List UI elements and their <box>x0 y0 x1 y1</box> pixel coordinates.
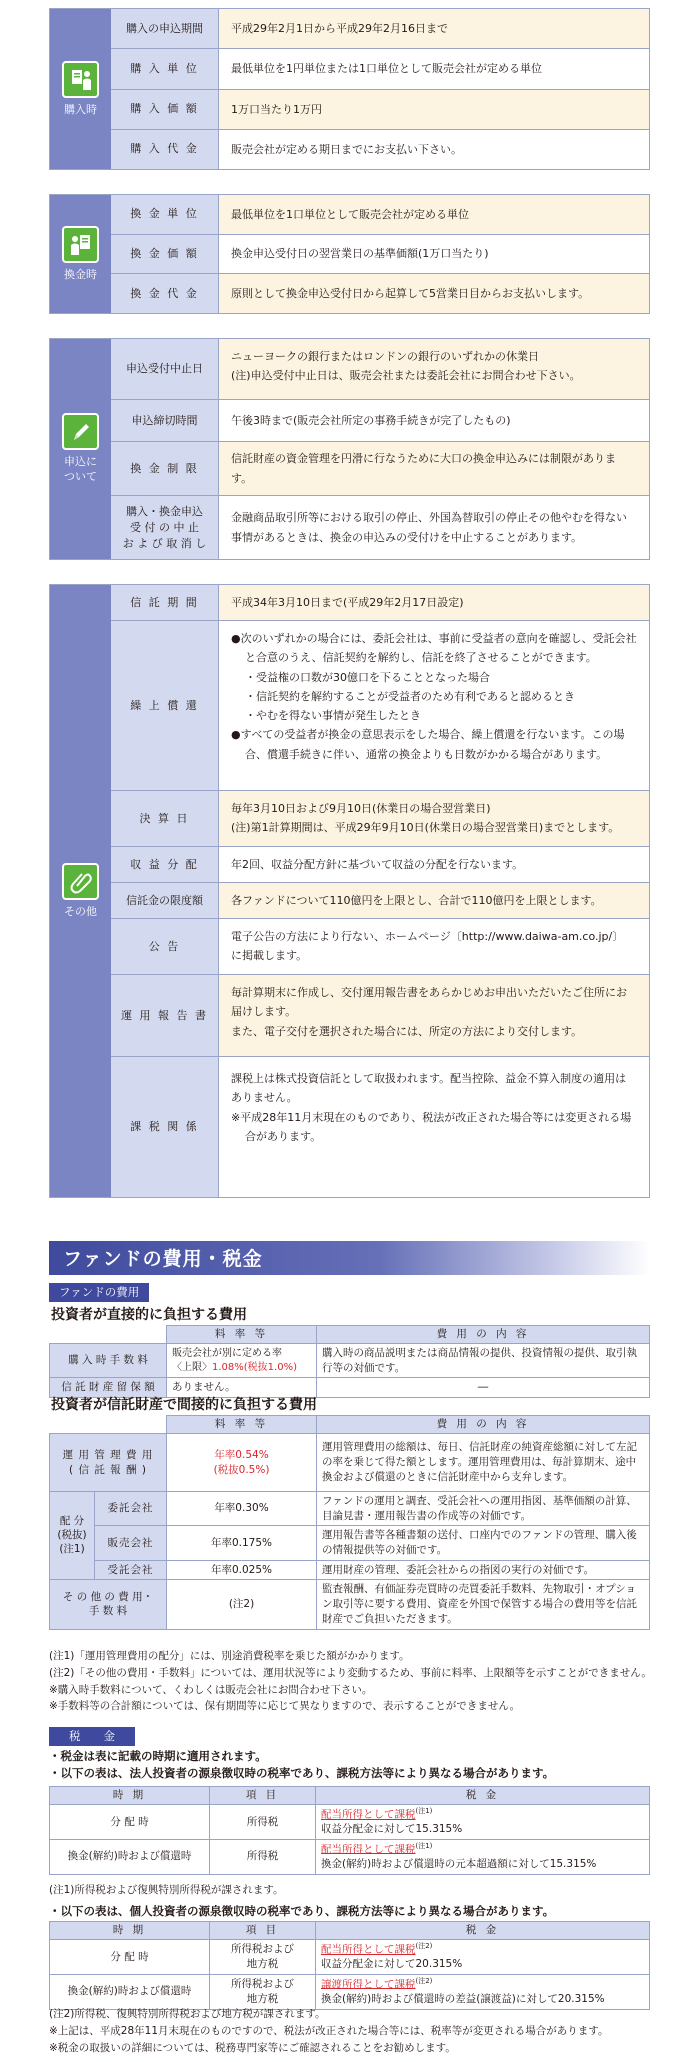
purchase-section <box>49 8 650 170</box>
others-title: その他 <box>64 904 97 918</box>
row-label: 換 金 制 限 <box>111 442 219 496</box>
corporate-tax-table <box>49 1786 650 1875</box>
table-row: 分 配 時 所得税 配当所得として課税$^{(注1)}$ 収益分配金に対して15.315% <box>50 1805 650 1840</box>
row-label: 購入・換金申込 受 付 の 中 止 お よ び 取 消 し <box>111 496 219 559</box>
row-value: 毎年3月10日および9月10日(休業日の場合翌営業日) (注)第1計算期間は、平成29年9月10日(休業日の場合翌営業日)までとします。 <box>219 791 649 846</box>
row-value: 最低単位を1口単位として販売会社が定める単位 <box>219 195 649 234</box>
others-row <box>111 975 649 1057</box>
application-section <box>49 338 650 560</box>
row-label: 収 益 分 配 <box>111 847 219 882</box>
row-label: 購 入 価 額 <box>111 90 219 129</box>
col-header: 費 用 の 内 容 <box>317 1416 650 1434</box>
row-label: 公 告 <box>111 919 219 974</box>
row-value: 平成29年2月1日から平成29年2月16日まで <box>219 9 649 48</box>
direct-cost-title: 投資者が直接的に負担する費用 <box>51 1307 247 1323</box>
row-value: ニューヨークの銀行またはロンドンの銀行のいずれかの休業日 (注)申込受付中止日は、販売会社または委託会社にお問合わせ下さい。 <box>219 339 649 399</box>
redemption-row <box>111 274 649 313</box>
others-row <box>111 847 649 883</box>
row-value: 課税上は株式投資信託として取扱われます。配当控除、益金不算入制度の適用はありません。 ※平成28年11月末現在のものであり、税法が改正された場合等には変更される場合があります。 <box>219 1057 649 1197</box>
col-header: 税 金 <box>316 1922 650 1940</box>
row-value: 各ファンドについて110億円を上限とし、合計で110億円を上限とします。 <box>219 883 649 918</box>
application-row <box>111 442 649 497</box>
others-row <box>111 585 649 621</box>
row-label: 購 入 単 位 <box>111 49 219 88</box>
purchase-side-label <box>50 9 111 169</box>
tax-tag: 税 金 <box>49 1727 135 1746</box>
row-value: 毎計算期末に作成し、交付運用報告書をあらかじめお申出いただいたご住所にお届けします。 また、電子交付を選択された場合には、所定の方法により交付します。 <box>219 975 649 1056</box>
others-section <box>49 584 650 1198</box>
others-row <box>111 621 649 791</box>
paperclip-icon <box>62 863 99 900</box>
col-header: 項 目 <box>210 1922 316 1940</box>
application-row <box>111 400 649 441</box>
table-row: 販売会社 年率0.175% 運用報告書等各種書類の送付、口座内でのファンドの管理、購入後の情報提供等の対価です。 <box>50 1526 650 1560</box>
redemption-side-label <box>50 195 111 313</box>
row-label: 購入の申込期間 <box>111 9 219 48</box>
purchase-row <box>111 49 649 89</box>
table-row: 配 分 (税抜) (注1) 委託会社 年率0.30% ファンドの運用と調査、受託会社への運用指図、基準価額の計算、目論見書・運用報告書の作成等の対価です。 <box>50 1492 650 1526</box>
others-row <box>111 919 649 975</box>
table-row: 運 用 管 理 費 用 ( 信 託 報 酬 ) 年率0.54% (税抜0.5%) 運用管理費用の総額は、毎日、信託財産の純資産総額に対して左記の率を乗じて得た額とします。運用管理費用は、毎計算期末、途中換金および償還のときに信託財産中から支弁します。 <box>50 1434 650 1492</box>
row-value: 1万口当たり1万円 <box>219 90 649 129</box>
row-value: 換金申込受付日の翌営業日の基準価額(1万口当たり) <box>219 235 649 274</box>
row-label: 換 金 単 位 <box>111 195 219 234</box>
row-label: 換 金 価 額 <box>111 235 219 274</box>
row-label: 購 入 代 金 <box>111 130 219 169</box>
table-row: 購 入 時 手 数 料 販売会社が別に定める率 〈上限〉1.08%(税抜1.0%) 購入時の商品説明または商品情報の提供、投資情報の提供、取引執行等の対価です。 <box>50 1344 650 1378</box>
purchase-row <box>111 90 649 130</box>
indirect-cost-table <box>49 1415 650 1630</box>
row-label: 繰 上 償 還 <box>111 621 219 790</box>
pen-icon <box>62 413 99 450</box>
row-label: 信託金の限度額 <box>111 883 219 918</box>
table-row: 換金(解約)時および償還時 所得税および 地方税 譲渡所得として課税$^{(注2)}$ 換金(解約)時および償還時の差益(譲渡益)に対して20.315% <box>50 1974 650 2009</box>
row-value: 午後3時まで(販売会社所定の事務手続きが完了したもの) <box>219 400 649 440</box>
col-header: 時 期 <box>50 1787 210 1805</box>
row-label: 申込締切時間 <box>111 400 219 440</box>
row-label: 信 託 期 間 <box>111 585 219 620</box>
row-value: 金融商品取引所等における取引の停止、外国為替取引の停止その他やむを得ない事情があるときは、換金の申込みの受付けを中止することがあります。 <box>219 496 649 559</box>
others-row <box>111 883 649 919</box>
fees-tag: ファンドの費用 <box>49 1283 149 1302</box>
row-value: 年2回、収益分配方針に基づいて収益の分配を行ないます。 <box>219 847 649 882</box>
table-row: 換金(解約)時および償還時 所得税 配当所得として課税$^{(注1)}$ 換金(解約)時および償還時の元本超過額に対して15.315% <box>50 1839 650 1874</box>
tax-notes: (注2)所得税、復興特別所得税および地方税が課されます。 ※上記は、平成28年11月末現在のものですので、税法が改正された場合等には、税率等が変更される場合があります。 ※税金の取扱いの詳細については、税務専門家等にご確認されることをお勧めします。 <box>49 2008 609 2054</box>
fees-notes: (注1)「運用管理費用の配分」には、別途消費税率を乗じた額がかかります。 (注2)「その他の費用・手数料」については、運用状況等により変動するため、事前に料率、上限額等を示すことができません。 ※購入時手数料について、くわしくは販売会社にお問合わせ下さい。 ※手数料等の合計額については、保有期間等に応じて異なりますので、表示することができません。 <box>49 1650 652 1713</box>
purchase-icon <box>62 61 99 98</box>
row-value: 最低単位を1円単位または1口単位として販売会社が定める単位 <box>219 49 649 88</box>
purchase-row <box>111 130 649 169</box>
row-value: 信託財産の資金管理を円滑に行なうために大口の換金申込みには制限があります。 <box>219 442 649 496</box>
row-value: 平成34年3月10日まで(平成29年2月17日設定) <box>219 585 649 620</box>
row-label: 決 算 日 <box>111 791 219 846</box>
row-label: 運 用 報 告 書 <box>111 975 219 1056</box>
col-header: 項 目 <box>210 1787 316 1805</box>
redemption-section <box>49 194 650 314</box>
corporate-tax-note: (注1)所得税および復興特別所得税が課されます。 <box>49 1884 284 1896</box>
application-row <box>111 496 649 559</box>
individual-tax-intro: ・以下の表は、個人投資者の源泉徴収時の税率であり、課税方法等により異なる場合があります。 <box>49 1904 555 1918</box>
table-row: 受託会社 年率0.025% 運用財産の管理、委託会社からの指図の実行の対価です。 <box>50 1560 650 1580</box>
table-row: 信 託 財 産 留 保 額 ありません。 ― <box>50 1378 650 1398</box>
col-header: 料 率 等 <box>167 1416 317 1434</box>
row-label: 換 金 代 金 <box>111 274 219 313</box>
row-value: ●次のいずれかの場合には、委託会社は、事前に受益者の意向を確認し、受託会社と合意のうえ、信託契約を解約し、信託を終了させることができます。 ・受益権の口数が30億口を下ることとなった場合 ・信託契約を解約することが受益者のため有利であると認めるとき ・やむを得ない事情が発生したとき ●すべての受益者が換金の意思表示をした場合、繰上償還を行ないます。この場合、償還手続きに伴い、通常の換金よりも日数がかかる場合があります。 <box>219 621 649 790</box>
direct-cost-table <box>49 1325 650 1398</box>
redemption-row <box>111 195 649 235</box>
row-label: 申込受付中止日 <box>111 339 219 399</box>
row-value: 原則として換金申込受付日から起算して5営業日目からお支払いします。 <box>219 274 649 313</box>
others-row <box>111 1057 649 1197</box>
redemption-icon <box>62 226 99 263</box>
table-row: そ の 他 の 費 用・ 手 数 料 (注2) 監査報酬、有価証券売買時の売買委託手数料、先物取引・オプション取引等に要する費用、資産を外国で保管する場合の費用等を信託財産でご負担いただきます。 <box>50 1580 650 1629</box>
application-title: 申込に ついて <box>64 455 97 483</box>
purchase-title: 購入時 <box>64 102 97 116</box>
table-row: 分 配 時 所得税および 地方税 配当所得として課税$^{(注2)}$ 収益分配金に対して20.315% <box>50 1940 650 1975</box>
indirect-cost-title: 投資者が信託財産で間接的に負担する費用 <box>51 1397 317 1413</box>
col-header: 時 期 <box>50 1922 210 1940</box>
tax-intro: ・税金は表に記載の時期に適用されます。 ・以下の表は、法人投資者の源泉徴収時の税率であり、課税方法等により異なる場合があります。 <box>49 1749 555 1780</box>
row-value: 販売会社が定める期日までにお支払い下さい。 <box>219 130 649 169</box>
row-label: 課 税 関 係 <box>111 1057 219 1197</box>
col-header: 税 金 <box>316 1787 650 1805</box>
redemption-title: 換金時 <box>64 267 97 281</box>
col-header: 費 用 の 内 容 <box>317 1326 650 1344</box>
others-side-label <box>50 585 111 1197</box>
others-row <box>111 791 649 847</box>
individual-tax-table <box>49 1921 650 2010</box>
fees-heading: ファンドの費用・税金 <box>49 1241 650 1275</box>
row-value: 電子公告の方法により行ない、ホームページ〔http://www.daiwa-am.co.jp/〕 に掲載します。 <box>219 919 649 974</box>
application-row <box>111 339 649 400</box>
application-side-label <box>50 339 111 559</box>
redemption-row <box>111 235 649 275</box>
purchase-row <box>111 9 649 49</box>
col-header: 料 率 等 <box>167 1326 317 1344</box>
